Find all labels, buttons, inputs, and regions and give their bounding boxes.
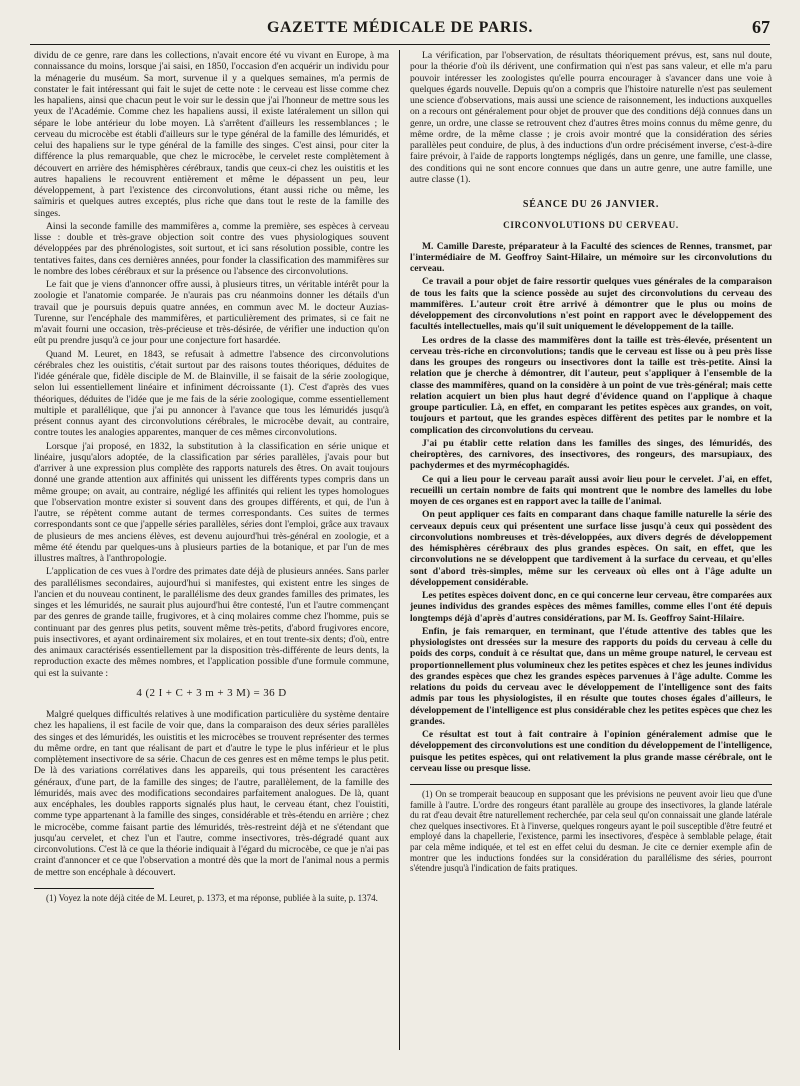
paragraph: Enfin, je fais remarquer, en terminant, que l'étude attentive des tables que les physiologistes ont dressées sur la mesure des rapports du poids du cerveau à celle du poids des corps, conduit à ce résultat que, dans un même groupe naturel, le cerveau est proportionnellement plus volumineux chez les petites espèces et chez les jeunes individus des grandes espèces que chez les grandes espèces parvenues à l'âge adulte. Comme les relations du poids du cerveau avec le développement de l'intelligence sont des faits admis par tous les physiologistes, il en résulte que toutes choses égales d'ailleurs, le développement de l'intelligence est plus considérable chez les petites espèces que chez les grandes. <box>410 625 772 727</box>
column-divider <box>399 50 400 1050</box>
paragraph: M. Camille Dareste, préparateur à la Faculté des sciences de Rennes, transmet, par l'intermédiaire de M. Geoffroy Saint-Hilaire, un mémoire sur les circonvolutions du cerveau. <box>410 240 772 274</box>
footnote-divider <box>410 784 772 785</box>
left-column <box>34 50 389 1078</box>
paragraph: J'ai pu établir cette relation dans les familles des singes, des lémuridés, des cheiroptères, des carnivores, des insectivores, des rongeurs, des marsupiaux, des pachydermes et des myrmécophagidés. <box>410 437 772 472</box>
paragraph: Ce qui a lieu pour le cerveau paraît aussi avoir lieu pour le cervelet. J'ai, en effet, recueilli un certain nombre de faits qui montrent que le nombre des lamelles du lobe moyen de ces organes est en rapport avec la taille de l'animal. <box>410 473 772 507</box>
paragraph: dividu de ce genre, rare dans les collections, n'avait encore été vu vivant en Europe, à ma connaissance du moins, lorsque j'ai saisi, en 1850, l'occasion d'en acquérir un individu pour la ménagerie du muséum. Sa mort, survenue il y a quelques semaines, m'a permis de constater le fait intéressant qui fait le sujet de cette note : le cerveau est lisse comme chez les hapaliens, ainsi que chacun peut le voir sur le dessin que j'ai l'honneur de mettre sous les yeux de l'Académie. Comme chez les hapaliens aussi, il existe latéralement un sillon qui sépare le lobe antérieur du lobe moyen. Là s'arrêtent d'ailleurs les ressemblances ; le cerveau du microcèbe est établi d'ailleurs sur le type général de la famille des lémuridés, et celui des hapaliens sur le type général de la famille des singes. C'est ainsi, pour citer la différence la plus remarquable, que chez le microcèbe, le cervelet reste complètement à découvert en arrière des hémisphères cérébraux, tandis que ceux-ci chez les ouistitis et les autres hapaliens le recouvrent entièrement et même le dépassent un peu, leur développement, à part l'existence des circonvolutions, étant aussi riche ou même, les saïmiris et quelques autres exceptés, plus riche que dans tout le reste de la famille des singes. <box>34 50 389 219</box>
paragraph: Ce travail a pour objet de faire ressortir quelques vues générales de la comparaison de tous les faits que la science possède au sujet des circonvolutions du cerveau des mammifères. L'auteur croit être arrivé à démontrer que le plus ou moins de développement des circonvolutions n'est point en rapport avec le développement des facultés intellectuelles, mais qu'il suit uniquement le développement de la taille. <box>410 276 772 333</box>
section-heading: CIRCONVOLUTIONS DU CERVEAU. <box>503 220 679 231</box>
page-number: 67 <box>752 17 770 37</box>
page-header <box>30 14 770 45</box>
paragraph: Les petites espèces doivent donc, en ce qui concerne leur cerveau, être comparées aux jeunes individus des grandes espèces des mêmes familles, comme elles l'ont été depuis longtemps déjà d'après d'autres considérations, par M. Is. Geoffroy Saint-Hilaire. <box>410 590 772 624</box>
dental-formula: 4 (2 I + C + 3 m + 3 M) = 36 D <box>136 686 287 699</box>
footnote: (1) On se tromperait beaucoup en supposant que les prévisions ne peuvent avoir lieu que d'une famille à l'autre. L'ordre des rongeurs étant parallèle au groupe des insectivores, la glande latérale du rat d'eau devait être naturellement recherchée, par cela seul qu'on connaissait une glande latérale chez quelques insectivores. Et à l'inverse, quelques rongeurs ayant le poil susceptible d'être feutré et employé dans la chapellerie, l'existence, parmi les insectivores, d'espèce à semblable pelage, était par cela même indiquée, et tel est en effet celui du desman. Je cite ce dernier exemple afin de montrer que les inductions fondées sur la considération du parallélisme des séries, pourront s'étendre jusqu'à l'indication de faits pratiques. <box>410 789 772 874</box>
footnote: (1) Voyez la note déjà citée de M. Leuret, p. 1373, et ma réponse, publiée à la suite, p. 1374. <box>46 892 378 903</box>
paragraph: Les ordres de la classe des mammifères dont la taille est très-élevée, présentent un cerveau très-riche en circonvolutions; tandis que le cerveau est lisse ou à peu près lisse dans les groupes des rongeurs ou insectivores dont la taille est très-petite. Ainsi la relation que je cherche à démontrer, dit l'auteur, peut s'appliquer à l'ensemble de la classe des mammifères, quand on la considère à un point de vue très-général; mais cette relation acquiert un bien plus haut degré d'évidence quand on l'applique à chaque groupe particulier. Là, en effet, en comparant les petites espèces aux grandes, on voit, toujours et partout, que les grandes espèces diffèrent des petites par le nombre et la complication des circonvolutions du cerveau. <box>410 334 772 436</box>
session-heading: SÉANCE DU 26 JANVIER. <box>522 199 660 210</box>
paragraph: Ce résultat est tout à fait contraire à l'opinion généralement admise que le développement des circonvolutions est une condition du développement de l'intelligence, puisque les petites espèces, qui ont relativement la plus grande masse cérébrale, ont le cerveau lisse ou presque lisse. <box>410 729 772 774</box>
paragraph: L'application de ces vues à l'ordre des primates date déjà de plusieurs années. Sans parler des parallélismes secondaires, aujourd'hui si manifestes, qui existent entre les singes de l'ancien et du nouveau continent, le parallélisme des deux grandes familles des primates, les singes et les lémuridés, ne saurait plus aujourd'hui être contesté, l'un et l'autre commençant par des genres de grande taille, frugivores, et à cinq molaires comme chez l'homme, puis se continuant par des genres plus petits, souvent même très-petits, d'abord frugivores encore, puis insectivores, et ayant ordinairement six molaires, et en tout trente-six dents; d'où, entre des animaux caractérisés essentiellement par la disposition très-différente de leurs dents, la reproduction exacte des mêmes nombres, et l'application possible d'une formule commune, qui est la suivante : <box>34 566 389 679</box>
right-column <box>410 50 772 1078</box>
footnote-divider <box>34 888 154 889</box>
memoir-body <box>410 241 772 775</box>
paragraph: Ainsi la seconde famille des mammifères a, comme la première, ses espèces à cerveau lisse : double et très-grave objection soit contre des vues physiologiques souvent développées par des phrénologistes, soit surtout, et ici sans résolution possible, contre les tentatives faites, dans ces dernières années, pour fonder la classification des mammifères sur le nombre des lobes cérébraux et sur la présence ou l'absence des circonvolutions. <box>34 220 389 277</box>
paragraph: Malgré quelques difficultés relatives à une modification particulière du système dentaire chez les hapaliens, il est facile de voir que, dans la comparaison des deux séries parallèles des singes et des lémuridés, les ouistitis et les microcèbes se trouvent représenter des termes du même ordre, en tant que réalisant de part et d'autre le type le plus inférieur et le plus complètement insectivore de sa série. Chacun de ces genres est en même temps le plus petit. De là des variations corrélatives dans les appareils, qui tous présentent les caractères généraux, d'une part, de la famille des singes; de l'autre, parallèlement, de la famille des lémuridés, mais avec des modifications secondaires parfaitement analogues. De là, quant aux encéphales, les doubles rapports signalés plus haut, le cerveau étant, chez l'ouistiti, comme type appartenant à la famille des singes, considérable et très-étendu en arrière ; chez le microcèbe, comme faisant partie des lémuridés, très-restreint déjà et ne s'étendant que jusqu'au cervelet, et chez l'un et l'autre, comme insectivores, très-dégradé quant aux circonvolutions. C'est là ce que la théorie indiquait à l'égard du microcèbe, ce que je n'ai pas craint d'annoncer et ce que l'observation a montré dès que la mort de l'animal nous a permis de mettre son encéphale à découvert. <box>34 709 389 878</box>
paragraph: Lorsque j'ai proposé, en 1832, la substitution à la classification en série unique et linéaire, jusqu'alors adoptée, de la classification par séries parallèles, j'avais pour but d'arriver à une expression plus complète des rapports naturels des êtres. On avait toujours donné une grande attention aux affinités qui unissent les différents types compris dans un même groupe; on avait, au contraire, négligé les affinités qui relient les types homologues que l'observation montre exister si souvent dans des groupes différents, et qui, de l'un à l'autre, se répètent comme autant de termes correspondants. Ces suites de termes correspondants sont ce que j'appelle séries parallèles, séries dont l'emploi, grâce aux travaux de plusieurs de mes anciens élèves, est devenu aujourd'hui très-général en zoologie, et a même été étendu par quelques-uns à plusieurs parties de la botanique, et par l'un de mes illustres maîtres, à l'anthropologie. <box>34 440 389 564</box>
paragraph: On peut appliquer ces faits en comparant dans chaque famille naturelle la série des cerveaux depuis ceux qui présentent une surface lisse jusqu'à ceux qui possèdent des circonvolutions nombreuses et très-développées, aux divers degrés de développement des hémisphères cérébraux des plus grandes espèces. On sait, en effet, que les circonvolutions ne se développent que tardivement à la surface du cerveau, et qu'elles sont d'abord très-simples, même sur les cerveaux où elles ont à l'âge adulte un développement considérable. <box>410 509 772 588</box>
paragraph: Quand M. Leuret, en 1843, se refusait à admettre l'absence des circonvolutions cérébrales chez les ouistitis, c'était surtout par des raisons toutes théoriques, déduites de l'idée générale que, fidèle disciple de M. de Blainville, il se faisait de la série zoologique, selon lui essentiellement linéaire et infiniment décroissante (1). C'est d'après des vues théoriques, déduites de l'idée que je me fais de la série zoologique, comme essentiellement multiple et parallélique, que j'ai pu annoncer à l'avance que tous les lémuridés jusqu'à présent connus ayant des circonvolutions cérébrales, le microcèbe devait, au contraire, contre toutes les analogies apparentes, manquer de ces mêmes circonvolutions. <box>34 348 389 439</box>
journal-title: GAZETTE MÉDICALE DE PARIS. <box>266 19 533 36</box>
paragraph: La vérification, par l'observation, de résultats théoriquement prévus, est, sans nul doute, pour la théorie d'où ils dérivent, une confirmation qui n'est pas sans valeur, et elle m'a paru pouvoir intéresser les zoologistes qu'elle pourra encourager à s'avancer dans une voie à quelques égards nouvelle. Depuis qu'on a compris que l'histoire naturelle n'est pas seulement une science d'observations, mais aussi une science de raisonnement, les inductions auxquelles on a recours ont généralement pour objet de prouver que des conditions déjà connues dans un genre, un ordre, une classe se retrouvent chez d'autres êtres moins connus du même genre, du même ordre, de la même classe ; je crois avoir montré que la considération des séries parallèles peut conduire, de plus, à des inductions d'un ordre précisément inverse, c'est-à-dire faire prévoir, à l'aide de rapports longtemps négligés, dans un genre, une famille, une classe, des conditions qui ne sont encore connues que dans un autre genre, une autre famille, une autre classe (1). <box>410 50 772 185</box>
paragraph: Le fait que je viens d'annoncer offre aussi, à plusieurs titres, un véritable intérêt pour la zoologie et l'anatomie comparée. Je n'aurais pas cru néanmoins donner les détails d'un travail que je poursuis depuis quatre années, en commun avec M. le docteur Auzias-Turenne, sur l'encéphale des mammifères, et particulièrement des primates, si ce fait ne m'avait fourni une occasion, très-précieuse et très-désirée, de vérifier une induction qu'on eût pu prendre jusqu'à ce jour pour une conjecture fort hasardée. <box>34 279 389 347</box>
